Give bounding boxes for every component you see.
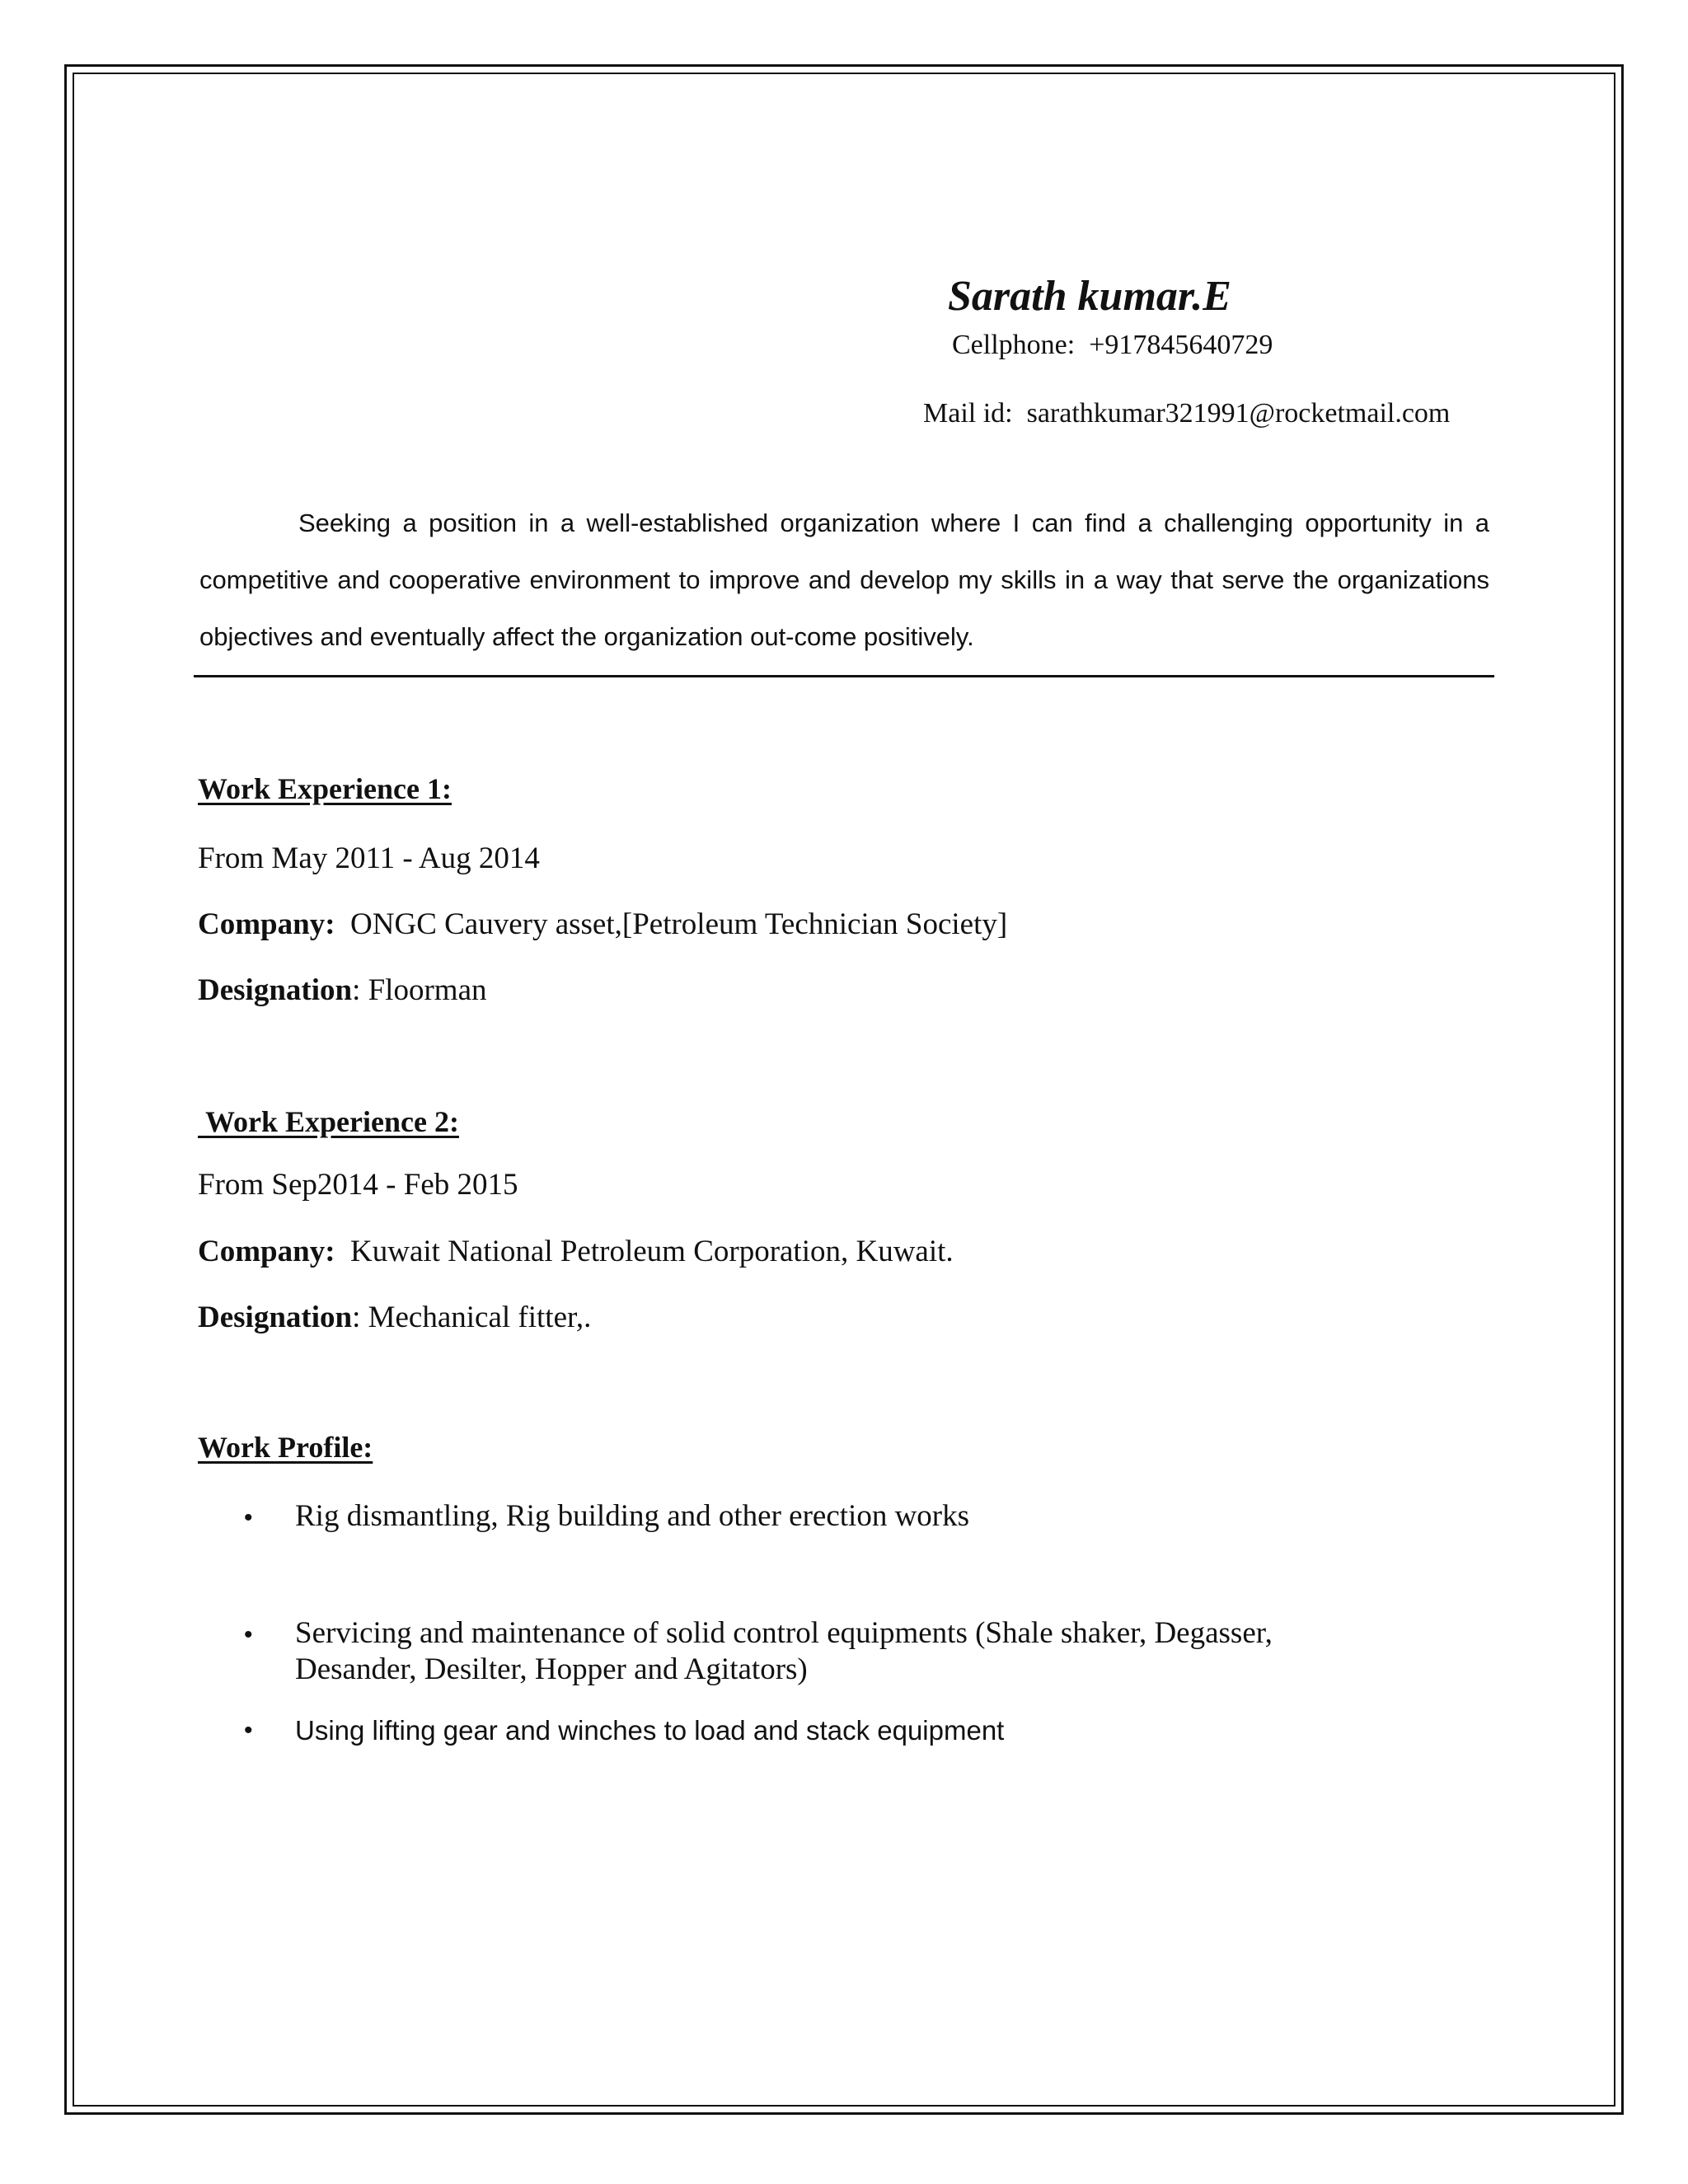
bullet-dot: • [244, 1621, 253, 1648]
work-experience-2-heading [198, 1104, 459, 1139]
work-experience-1-period: From May 2011 - Aug 2014 [198, 841, 540, 875]
work-profile-item: Rig dismantling, Rig building and other erection works [295, 1499, 970, 1533]
work-experience-1-heading: Work Experience 1: [198, 772, 452, 805]
company-value: ONGC Cauvery asset,[Petroleum Technician Society] [350, 907, 1008, 941]
career-objective: Seeking a position in a well-established organization where I can find a challenging opportunity in a competitive and cooperative environment to improve and develop my skills in a way that serve the organizations objectives and eventually affect the organization out-come positively. [199, 509, 1489, 651]
phone-number: +917845640729 [1089, 330, 1273, 360]
page-border-inner [73, 73, 1615, 2107]
work-experience-2-period: From Sep2014 - Feb 2015 [198, 1168, 518, 1202]
work-experience-1-company [198, 907, 1007, 942]
bullet-dot: • [244, 1717, 253, 1744]
designation-value: : Mechanical fitter,. [352, 1301, 592, 1334]
work-profile-item: Using lifting gear and winches to load and stack equipment [295, 1715, 1005, 1746]
work-experience-1-designation [198, 972, 487, 1008]
designation-label: Designation [198, 973, 353, 1007]
designation-label: Designation [198, 1301, 353, 1334]
company-label: Company: [198, 907, 335, 941]
work-experience-2-designation [198, 1300, 591, 1335]
work-profile-item: Servicing and maintenance of solid control equipments (Shale shaker, Degasser, [295, 1616, 1273, 1650]
company-label: Company: [198, 1235, 335, 1268]
work-experience-2-heading-text: Work Experience 2: [205, 1105, 459, 1138]
phone-label: Cellphone: [952, 330, 1076, 360]
bullet-dot: • [244, 1504, 253, 1531]
mail-address: sarathkumar321991@rocketmail.com [1026, 398, 1451, 429]
phone-line [952, 330, 1273, 361]
mail-line [923, 398, 1450, 429]
work-profile-item-continuation: Desander, Desilter, Hopper and Agitators) [295, 1652, 808, 1686]
section-divider [194, 675, 1494, 677]
company-value: Kuwait National Petroleum Corporation, Kuwait. [350, 1235, 954, 1268]
designation-value: : Floorman [352, 973, 487, 1007]
work-experience-2-company [198, 1234, 954, 1269]
candidate-name: Sarath kumar.E [948, 273, 1231, 320]
mail-label: Mail id: [923, 398, 1013, 429]
work-profile-heading: Work Profile: [198, 1431, 373, 1464]
